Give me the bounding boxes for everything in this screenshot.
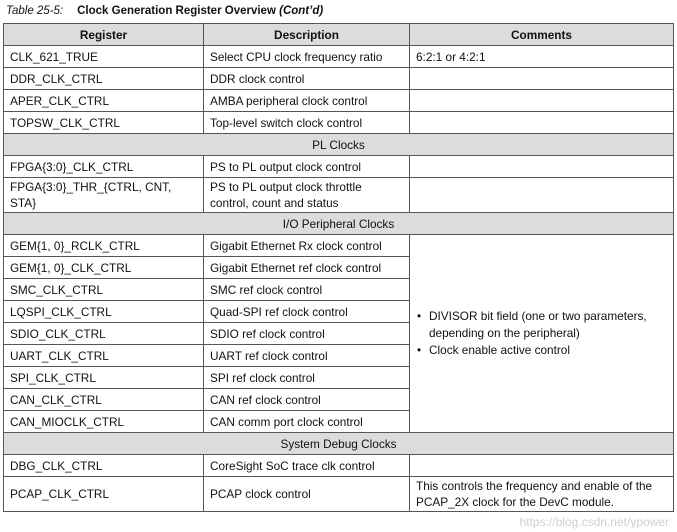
table-row [4, 46, 674, 68]
comment-cell: 6:2:1 or 4:2:1 [410, 46, 674, 68]
description-cell: SDIO ref clock control [204, 323, 410, 345]
register-cell: FPGA{3:0}_THR_{CTRL, CNT, STA} [4, 178, 204, 213]
clock-register-table [3, 23, 674, 512]
comment-cell [410, 68, 674, 90]
list-item: • DIVISOR bit field (one or two parameters, depending on the peripheral) [414, 308, 667, 342]
table-row [4, 178, 674, 213]
table-number: Table 25-5: [6, 5, 64, 17]
description-cell: AMBA peripheral clock control [204, 90, 410, 112]
column-header-comments: Comments [410, 24, 674, 46]
register-cell: CAN_CLK_CTRL [4, 389, 204, 411]
description-cell: SMC ref clock control [204, 279, 410, 301]
description-cell: SPI ref clock control [204, 367, 410, 389]
register-cell: SDIO_CLK_CTRL [4, 323, 204, 345]
register-cell: SPI_CLK_CTRL [4, 367, 204, 389]
comment-cell [410, 156, 674, 178]
description-cell: CAN comm port clock control [204, 411, 410, 433]
register-cell: SMC_CLK_CTRL [4, 279, 204, 301]
comment-cell [410, 178, 674, 213]
description-cell: DDR clock control [204, 68, 410, 90]
section-heading: I/O Peripheral Clocks [4, 213, 674, 235]
table-row [4, 235, 674, 257]
description-cell: Quad-SPI ref clock control [204, 301, 410, 323]
description-cell: UART ref clock control [204, 345, 410, 367]
io-comment-cell [410, 235, 674, 433]
section-heading: System Debug Clocks [4, 433, 674, 455]
comment-cell: This controls the frequency and enable of the PCAP_2X clock for the DevC module. [410, 477, 674, 512]
register-cell: PCAP_CLK_CTRL [4, 477, 204, 512]
table-row [4, 455, 674, 477]
description-cell: Select CPU clock frequency ratio [204, 46, 410, 68]
io-comment-list [414, 308, 667, 359]
header-row [4, 24, 674, 46]
description-cell: CAN ref clock control [204, 389, 410, 411]
table-row [4, 477, 674, 512]
table-title-suffix: (Cont’d) [279, 5, 324, 17]
register-cell: CLK_621_TRUE [4, 46, 204, 68]
register-cell: UART_CLK_CTRL [4, 345, 204, 367]
description-cell: PS to PL output clock control [204, 156, 410, 178]
table-row [4, 156, 674, 178]
table-title: Clock Generation Register Overview [77, 5, 276, 17]
description-cell: CoreSight SoC trace clk control [204, 455, 410, 477]
comment-cell [410, 112, 674, 134]
register-cell: FPGA{3:0}_CLK_CTRL [4, 156, 204, 178]
column-header-description: Description [204, 24, 410, 46]
register-cell: GEM{1, 0}_RCLK_CTRL [4, 235, 204, 257]
table-row [4, 68, 674, 90]
description-cell: PS to PL output clock throttle control, count and status [204, 178, 410, 213]
register-cell: CAN_MIOCLK_CTRL [4, 411, 204, 433]
section-heading: PL Clocks [4, 134, 674, 156]
section-row-io-peripheral-clocks [4, 213, 674, 235]
comment-cell [410, 90, 674, 112]
description-cell: Gigabit Ethernet ref clock control [204, 257, 410, 279]
register-cell: GEM{1, 0}_CLK_CTRL [4, 257, 204, 279]
table-row [4, 90, 674, 112]
table-row [4, 112, 674, 134]
register-cell: DBG_CLK_CTRL [4, 455, 204, 477]
column-header-register: Register [4, 24, 204, 46]
description-cell: PCAP clock control [204, 477, 410, 512]
list-item: • Clock enable active control [414, 342, 667, 359]
register-cell: APER_CLK_CTRL [4, 90, 204, 112]
register-cell: TOPSW_CLK_CTRL [4, 112, 204, 134]
table-caption [6, 3, 323, 19]
watermark: https://blog.csdn.net/ypower [519, 515, 669, 529]
comment-cell [410, 455, 674, 477]
description-cell: Gigabit Ethernet Rx clock control [204, 235, 410, 257]
description-cell: Top-level switch clock control [204, 112, 410, 134]
section-row-system-debug-clocks [4, 433, 674, 455]
register-cell: DDR_CLK_CTRL [4, 68, 204, 90]
register-cell: LQSPI_CLK_CTRL [4, 301, 204, 323]
section-row-pl-clocks [4, 134, 674, 156]
